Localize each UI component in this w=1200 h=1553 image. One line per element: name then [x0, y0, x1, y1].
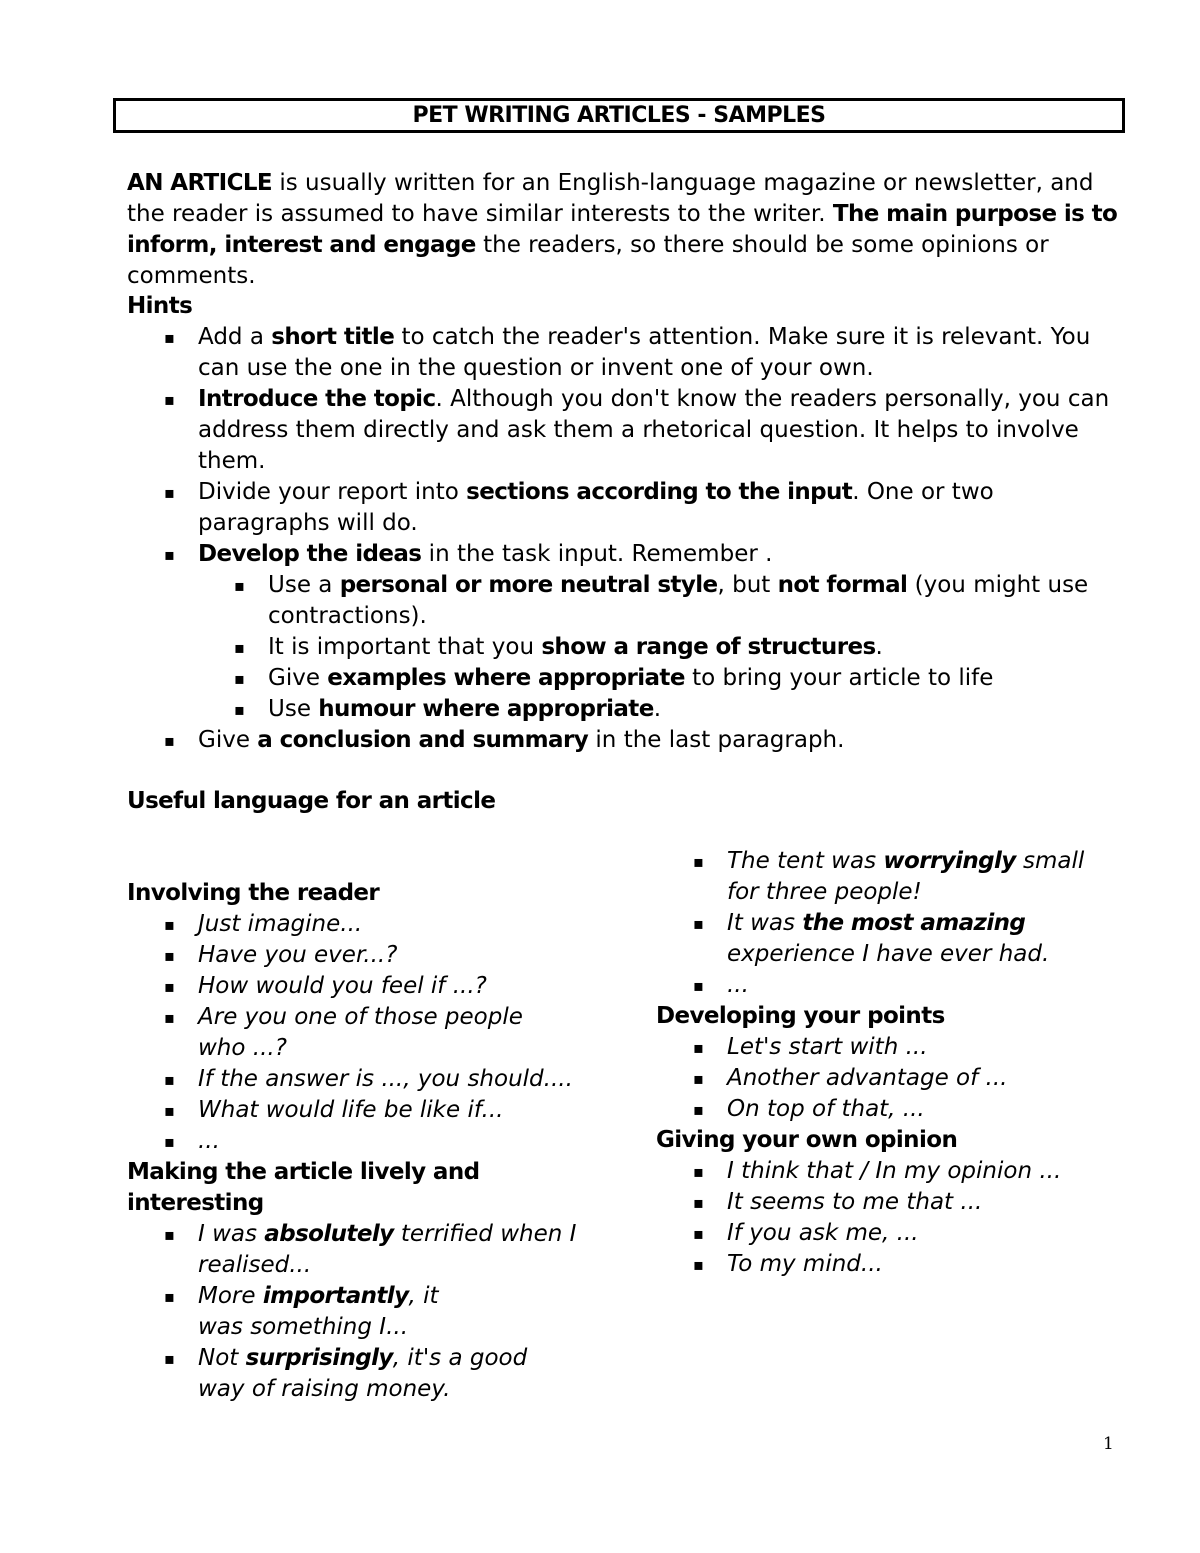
list-item: ▪ I was absolutely terrified when I realised... [127, 1219, 577, 1281]
hint-subitem: ▪ Use humour where appropriate. [198, 694, 1117, 725]
lively-list [127, 1219, 577, 1405]
useful-language-heading: Useful language for an article [127, 788, 496, 814]
left-column [127, 878, 607, 1405]
hint-item: ▪ Add a short title to catch the reader's attention. Make sure it is relevant. You can use the one in the question or invent one of your own. [127, 322, 1117, 384]
hint-subitem: ▪ Use a personal or more neutral style, but not formal (you might use contractions). [198, 570, 1117, 632]
hint-item: ▪ Develop the ideas in the task input. Remember . ▪ Use a personal or more neutral style, but not formal (you might use contractions). ▪ It is important that you show a range of structures. ▪ Give examples where appropriate to bring your article to life ▪ Use humour where appropriate. [127, 539, 1117, 725]
list-item: ▪ ... [127, 1126, 607, 1157]
hint-subitem: ▪ It is important that you show a range of structures. [198, 632, 1117, 663]
lively-continued-list [656, 846, 1116, 1001]
intro-bold: The main purpose is to inform, interest and engage [127, 201, 1118, 258]
list-item: ▪ It was the most amazing experience I have ever had. [656, 908, 1116, 970]
hints-heading: Hints [127, 293, 193, 319]
intro-paragraph [127, 168, 1127, 292]
list-item: ▪ On top of that, ... [656, 1094, 1126, 1125]
list-item: ▪ ... [656, 970, 1116, 1001]
document-title: PET WRITING ARTICLES - SAMPLES [113, 98, 1125, 133]
hint-subitem: ▪ Give examples where appropriate to bring your article to life [198, 663, 1117, 694]
list-item: ▪ Have you ever...? [127, 940, 607, 971]
list-item: ▪ Another advantage of ... [656, 1063, 1126, 1094]
hint-item: ▪ Divide your report into sections according to the input. One or two paragraphs will do. [127, 477, 1117, 539]
list-item: ▪ The tent was worryingly small for three people! [656, 846, 1116, 908]
right-column [656, 846, 1126, 1280]
list-item: ▪ Not surprisingly, it's a good way of raising money. [127, 1343, 577, 1405]
list-item: ▪ If the answer is ..., you should.... [127, 1064, 607, 1095]
list-item: ▪ It seems to me that ... [656, 1187, 1126, 1218]
list-item: ▪ How would you feel if ...? [127, 971, 607, 1002]
list-item: ▪ I think that / In my opinion ... [656, 1156, 1126, 1187]
hint-sublist [198, 570, 1117, 725]
list-item: ▪ Are you one of those people who ...? [127, 1002, 607, 1064]
involving-heading: Involving the reader [127, 880, 380, 906]
hint-item: ▪ Introduce the topic. Although you don't know the readers personally, you can address them directly and ask them a rhetorical question. It helps to involve them. [127, 384, 1117, 477]
intro-text-1: is usually written for an English-language magazine or newsletter, and the reader is assumed to have similar interests to the writer. [127, 170, 1094, 227]
developing-heading: Developing your points [656, 1003, 945, 1029]
list-item: ▪ To my mind... [656, 1249, 1126, 1280]
list-item: ▪ More importantly, it was something I... [127, 1281, 577, 1343]
lively-heading: Making the article lively and interesting [127, 1159, 480, 1216]
page-number: 1 [1103, 1434, 1114, 1454]
opinion-list [656, 1156, 1126, 1280]
opinion-heading: Giving your own opinion [656, 1127, 958, 1153]
intro-lead: AN ARTICLE [127, 170, 273, 196]
involving-list [127, 909, 607, 1157]
list-item: ▪ Let's start with ... [656, 1032, 1126, 1063]
list-item: ▪ Just imagine... [127, 909, 607, 940]
hint-item: ▪ Give a conclusion and summary in the last paragraph. [127, 725, 1117, 756]
hints-list [127, 322, 1117, 756]
list-item: ▪ If you ask me, ... [656, 1218, 1126, 1249]
intro-text-2: the readers, so there should be some opinions or comments. [127, 232, 1049, 289]
list-item: ▪ What would life be like if... [127, 1095, 607, 1126]
developing-list [656, 1032, 1126, 1125]
